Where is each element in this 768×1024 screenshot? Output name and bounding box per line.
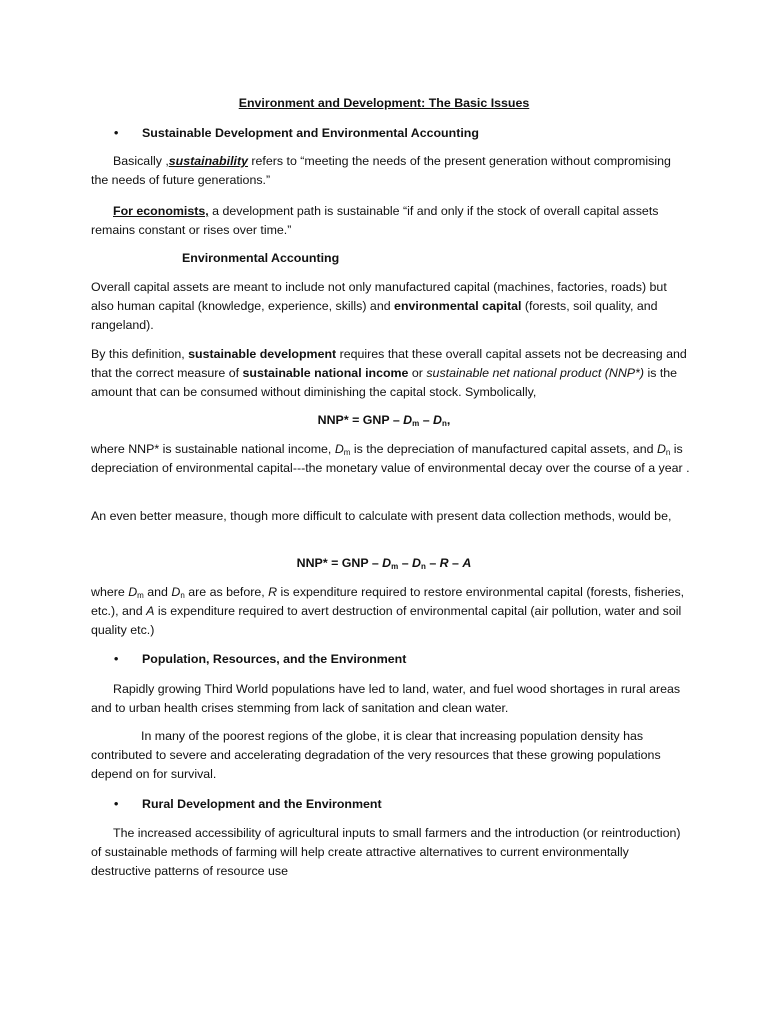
bullet-icon: • [114,797,119,811]
text: is depreciation of environmental capital---the monetary value of environmental decay over the course of a year . [91,442,690,475]
formula-symbol: D [433,413,442,427]
formula-subscript: n [441,419,447,428]
text: Overall capital assets are meant to include not only manufactured capital (machines, factories, roads) but also human capital (knowledge, experience, skills) and [91,280,667,313]
formula-symbol: D [382,556,392,570]
symbol: A [146,603,155,618]
term-sustainable-national-income: sustainable national income [242,365,409,380]
formula-symbol: D [403,413,413,427]
text: or [408,365,427,380]
paragraph-where-nnp [91,440,691,478]
symbol: D [334,442,344,456]
term-environmental-capital: environmental capital [394,298,522,313]
lead-for-economists: For economists, [113,204,209,218]
text: requires that these overall capital assets not be decreasing and that the correct measure of [91,347,687,380]
symbol: D [656,442,666,456]
formula-nnp-extended [0,554,768,573]
formula-nnp-basic [0,411,768,430]
formula-text: – [398,556,413,570]
formula-subscript: m [412,419,420,428]
paragraph-capital-assets [91,278,691,334]
formula-symbol: A [462,556,472,570]
subheading-environmental-accounting: Environmental Accounting [182,251,340,265]
bullet-icon: • [114,652,119,666]
text: refers to “meeting the needs of the present generation without compromising the needs of future generations.” [91,154,671,187]
term-nnp: sustainable net national product (NNP*) [426,365,645,380]
subscript: n [180,591,185,600]
heading-text: Population, Resources, and the Environment [142,652,407,666]
document-title: Environment and Development: The Basic Issues [238,96,530,110]
text: By this definition, [91,347,189,361]
section-heading-population [91,650,691,669]
bullet-icon: • [114,126,119,140]
formula-text: – [419,413,434,427]
paragraph-sustainability-definition [91,152,691,190]
text: (forests, soil quality, and rangeland). [91,298,658,332]
text: where NNP* is sustainable national income, [91,442,335,456]
formula-text: – [425,556,440,570]
text: is expenditure required to avert destruction of environmental capital (air pollution, water and soil quality etc.) [91,603,682,637]
text: and [143,585,172,599]
text: Basically , [113,154,169,168]
heading-text: Sustainable Development and Environmental Accounting [142,126,479,140]
formula-symbol: D [412,556,421,570]
formula-text: NNP* = GNP – [296,556,383,570]
text: a development path is sustainable “if and only if the stock of overall capital assets remains constant or rises over time.” [91,204,659,237]
paragraph-poorest-regions: In many of the poorest regions of the globe, it is clear that increasing population density has contributed to severe and accelerating degradation of the very resources that these growing populations depend on for survival. [91,729,661,781]
symbol: R [268,585,278,599]
subscript: m [137,591,144,600]
term-sustainable-development: sustainable development [188,347,337,361]
formula-text: , [446,413,451,427]
section-heading-rural-development [91,795,691,814]
term-sustainability: sustainability [168,154,248,168]
text: is the amount that can be consumed without diminishing the capital stock. Symbolically, [91,365,678,399]
text: where [91,585,129,599]
paragraph-definition [91,345,691,401]
subscript: n [665,448,671,457]
formula-subscript: n [420,562,426,571]
paragraph-better-measure: An even better measure, though more difficult to calculate with present data collection methods, would be, [91,509,672,523]
formula-symbol: R [439,556,449,570]
paragraph-where-dm-dn [91,583,691,639]
paragraph-agricultural-inputs: The increased accessibility of agricultural inputs to small farmers and the introduction (or reintroduction) of sustainable methods of farming will help create attractive alternatives to current environmentally destructive patterns of resource use [91,826,681,878]
formula-subscript: m [391,562,399,571]
formula-text: NNP* = GNP – [317,413,404,427]
heading-text: Rural Development and the Environment [142,797,382,811]
paragraph-third-world: Rapidly growing Third World populations have led to land, water, and fuel wood shortages in rural areas and to urban health crises stemming from lack of sanitation and clean water. [91,682,681,715]
paragraph-for-economists [91,202,691,240]
text: is the depreciation of manufactured capital assets, and [350,442,657,456]
symbol: D [128,585,138,599]
section-heading-sustainable-development [91,124,691,143]
subscript: m [343,448,351,457]
text: is expenditure required to restore environmental capital (forests, fisheries, etc.), and [91,585,685,618]
formula-text: – [448,556,463,570]
symbol: D [171,585,181,599]
text: are as before, [184,585,269,599]
